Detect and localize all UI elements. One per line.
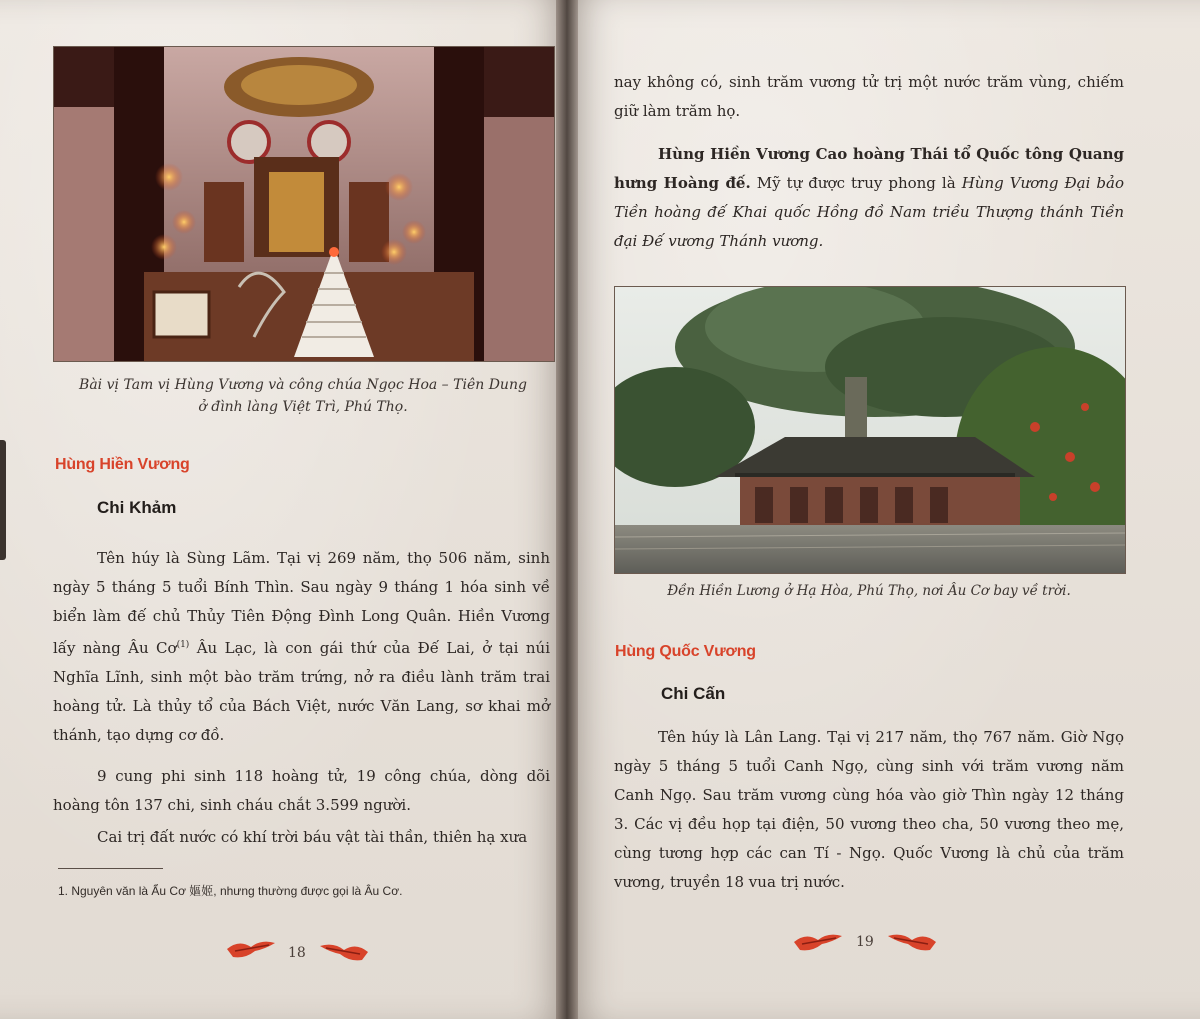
left-page xyxy=(0,0,566,1019)
left-paragraph-1-text: Tên húy là Sùng Lãm. Tại vị 269 năm, thọ 506 năm, sinh ngày 5 tháng 5 tuổi Bính Thìn. Sau ngày 9 tháng 1 hóa sinh về biển làm đế chủ Thủy Tiên Động Đình Long Quân. Hiền Vương lấy nàng Âu Cơ xyxy=(53,549,550,657)
left-paragraph-1 xyxy=(53,544,550,750)
left-caption-line1: Bài vị Tam vị Hùng Vương và công chúa Ngọc Hoa – Tiên Dung xyxy=(79,377,527,393)
hien-luong-temple-photo xyxy=(614,286,1126,574)
right-page xyxy=(566,0,1200,1019)
page-number-left: 18 xyxy=(288,945,306,961)
page-edge-tab xyxy=(0,440,6,560)
right-photo-caption: Đền Hiền Lương ở Hạ Hòa, Phú Thọ, nơi Âu Cơ bay về trời. xyxy=(667,583,1071,599)
left-photo-caption xyxy=(53,374,553,418)
right-title-bold: Hùng Hiền Vương Cao hoàng Thái tổ Quốc tông Quang hưng Hoàng đế. xyxy=(614,145,1124,192)
page-ornament-left-a xyxy=(225,935,277,961)
right-title-italic: Hùng Vương Đại bảo Tiền hoàng đế Khai quốc Hồng đồ Nam triều Thượng thánh Tiền đại Đế vương Thánh vương. xyxy=(614,174,1124,250)
right-paragraph-top: nay không có, sinh trăm vương tử trị một nước trăm vùng, chiếm giữ làm trăm họ. xyxy=(614,73,1124,120)
page-number-right: 19 xyxy=(856,934,874,950)
right-title-paragraph xyxy=(614,140,1124,256)
left-caption-line2: ở đình làng Việt Trì, Phú Thọ. xyxy=(198,399,408,415)
footnote-marker: (1) xyxy=(176,640,190,650)
left-paragraph-1-cont: Âu Lạc, là con gái thứ của Đế Lai, ở tại núi Nghĩa Lĩnh, sinh một bào trăm trứng, nở ra điều lành trăm trai hoàng tử. Là thủy tổ của Bách Việt, nước Văn Lang, sơ khai mở thánh, tạo dựng cơ đồ. xyxy=(53,639,550,744)
temple-altar-photo xyxy=(53,46,555,362)
page-ornament-right-a xyxy=(792,928,844,954)
footnote: 1. Nguyên văn là Ẩu Cơ 嫗姬, nhưng thường được gọi là Âu Cơ. xyxy=(58,884,403,898)
page-ornament-right-b xyxy=(886,928,938,954)
section-heading-hung-hien-vuong: Hùng Hiền Vương xyxy=(55,456,190,473)
right-title-rest: Mỹ tự được truy phong là xyxy=(750,174,962,192)
page-ornament-left-b xyxy=(318,938,370,964)
section-heading-hung-quoc-vuong: Hùng Quốc Vương xyxy=(615,643,756,660)
left-paragraph-3: Cai trị đất nước có khí trời báu vật tài thần, thiên hạ xưa xyxy=(97,828,528,846)
right-paragraph-1: Tên húy là Lân Lang. Tại vị 217 năm, thọ 767 năm. Giờ Ngọ ngày 5 tháng 5 tuổi Canh Ngọ, cùng sinh với trăm vương năm Canh Ngọ. Sau trăm vương cùng hóa vào giờ Thìn ngày 12 tháng 3. Các vị đều họp tại điện, 50 vương theo cha, 50 vương theo mẹ, cùng tương hợp các can Tí - Ngọ. Quốc Vương là chủ của trăm vương, truyền 18 vua trị nước. xyxy=(614,728,1124,891)
subheading-chi-can: Chi Cấn xyxy=(661,684,726,703)
left-paragraph-2: 9 cung phi sinh 118 hoàng tử, 19 công chúa, dòng dõi hoàng tôn 137 chi, sinh cháu chắt 3.599 người. xyxy=(53,767,550,814)
footnote-rule xyxy=(58,868,163,869)
subheading-chi-kham: Chi Khảm xyxy=(97,498,177,517)
book-gutter xyxy=(556,0,578,1019)
